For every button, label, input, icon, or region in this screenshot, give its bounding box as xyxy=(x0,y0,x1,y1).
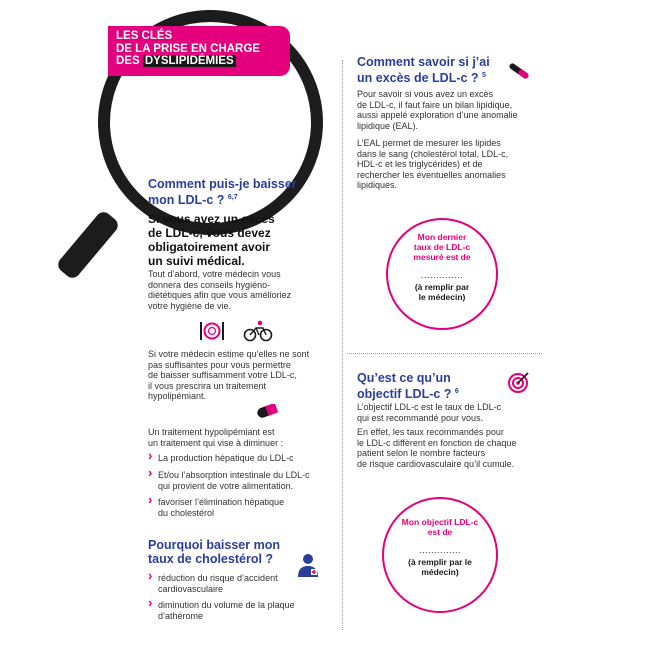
question-how-know-line2 xyxy=(357,69,507,85)
plate-cutlery-icon xyxy=(198,320,226,342)
circle-fill-line: (à remplir par xyxy=(414,282,470,292)
paragraph-lipid-test xyxy=(357,89,537,131)
circle-title-line: Mon objectif LDL-c xyxy=(401,517,479,527)
paragraph-line: L’EAL permet de mesurer les lipides xyxy=(357,138,501,148)
paragraph-recommended xyxy=(357,427,547,469)
header-banner xyxy=(108,26,290,76)
list-item-line: › réduction du risque d’accident xyxy=(158,573,278,583)
question-lower-ldl-line2 xyxy=(148,191,328,207)
paragraph-line: diététiques afin que vous amélioriez xyxy=(148,290,292,300)
circle-title-line: Mon dernier xyxy=(417,232,467,242)
paragraph-treatment xyxy=(148,349,333,402)
paragraph-line: il vous prescrira un traitement xyxy=(148,380,267,391)
question-how-know-line1: Comment savoir si j’ai xyxy=(357,55,490,69)
test-tube-icon xyxy=(506,60,532,82)
emphasis-line: obligatoirement avoir xyxy=(148,240,271,254)
paragraph-line: de LDL-c, il faut faire un bilan lipidique, xyxy=(357,99,513,110)
paragraph-line: Si votre médecin estime qu’elles ne sont xyxy=(148,349,310,359)
paragraph-line: pas suffisantes pour vous permettre xyxy=(148,359,291,370)
list-item xyxy=(148,453,333,464)
question-ldl-objective xyxy=(357,371,507,401)
circle-fill-line: le médecin) xyxy=(418,292,466,302)
paragraph-line: Tout d’abord, votre médecin vous xyxy=(148,269,281,279)
list-item-line: › La production hépatique du LDL-c xyxy=(158,453,294,463)
paragraph-objective xyxy=(357,402,542,423)
header-line-3 xyxy=(116,55,282,68)
pill-icon xyxy=(256,404,278,418)
list-item xyxy=(148,470,333,491)
paragraph-line: hypolipémiant. xyxy=(148,391,207,401)
paragraph-line: lipidique (EAL). xyxy=(357,120,419,131)
paragraph-line: dans le sang (cholestérol total, LDL-c, xyxy=(357,148,509,159)
circle-fill-line: (à remplir par le xyxy=(408,557,472,567)
paragraph-line: donnera des conseils hygiéno- xyxy=(148,279,271,290)
circle-title-line: taux de LDL-c xyxy=(413,242,471,252)
list-item-line: qui provient de votre alimentation. xyxy=(158,480,294,491)
column-divider xyxy=(342,60,344,630)
paragraph-line: votre hygiène de vie. xyxy=(148,300,232,311)
emphasis-text xyxy=(148,212,328,268)
paragraph-line: de risque cardiovasculaire qu’il cumule. xyxy=(357,458,515,469)
list-item-line: du cholestérol xyxy=(158,507,215,518)
paragraph-line: aussi appelé exploration d’une anomalie xyxy=(357,110,518,120)
magnifier-handle-icon xyxy=(55,209,121,281)
paragraph-eal xyxy=(357,138,537,191)
paragraph-line: un traitement qui vise à diminuer : xyxy=(148,437,284,448)
list-item-line: d’athérome xyxy=(158,610,204,621)
section-divider xyxy=(347,353,542,355)
circle-fill-line: médecin) xyxy=(421,567,459,577)
ldl-objective-circle xyxy=(382,497,498,613)
paragraph-line: lipidiques. xyxy=(357,180,398,190)
header-highlight: DYSLIPIDÉMIES xyxy=(144,55,234,67)
question-ldl-objective-text: objectif LDL-c ? xyxy=(357,387,455,402)
last-ldl-circle xyxy=(386,218,498,330)
paragraph-line: qui est recommandé pour vous. xyxy=(357,412,484,423)
list-item xyxy=(148,497,333,518)
question-why-lower-line1: Pourquoi baisser mon xyxy=(148,538,280,552)
paragraph-line: le LDL-c diffèrent en fonction de chaque xyxy=(357,437,517,448)
reference-sup: 6 xyxy=(454,388,459,395)
question-ldl-objective-line2 xyxy=(357,385,507,401)
fill-in-blank: .............. xyxy=(418,545,461,555)
bicycle-icon xyxy=(243,320,273,342)
question-why-lower xyxy=(148,538,308,566)
list-item-line: › favoriser l’élimination hépatique xyxy=(158,497,285,507)
question-lower-ldl xyxy=(148,177,328,207)
paragraph-line: patient selon le nombre facteurs xyxy=(357,448,486,458)
emphasis-line: de LDL-c, vous devez xyxy=(148,226,271,240)
list-item-line: › diminution du volume de la plaque xyxy=(158,600,295,610)
paragraph-line: En effet, les taux recommandés pour xyxy=(357,427,504,437)
paragraph-hypolipidemic xyxy=(148,427,333,448)
reference-sup: 6,7 xyxy=(227,194,238,201)
circle-title-line: mesuré est de xyxy=(413,252,471,262)
paragraph-line: Un traitement hypolipémiant est xyxy=(148,427,275,437)
list-item xyxy=(148,573,328,594)
header-line-3-prefix: DES xyxy=(116,55,143,67)
question-why-lower-line2: taux de cholestérol ? xyxy=(148,552,274,566)
question-how-know-text: un excès de LDL-c ? xyxy=(357,71,483,86)
question-ldl-objective-line1: Qu’est ce qu’un xyxy=(357,371,451,385)
target-icon xyxy=(507,370,531,394)
header-line-2: DE LA PRISE EN CHARGE xyxy=(116,42,260,55)
question-how-know xyxy=(357,55,507,85)
list-item-line: cardiovasculaire xyxy=(158,583,224,594)
emphasis-line: Si vous avez un excès xyxy=(148,212,275,226)
question-lower-ldl-text: mon LDL-c ? xyxy=(148,193,228,208)
list-item xyxy=(148,600,328,621)
header-line-1: LES CLÉS xyxy=(116,30,173,42)
paragraph-line: Pour savoir si vous avez un excès xyxy=(357,89,494,99)
circle-title-line: est de xyxy=(427,527,453,537)
paragraph-line: de baisser suffisamment votre LDL-c, xyxy=(148,370,297,380)
fill-in-blank: .............. xyxy=(420,270,463,280)
question-lower-ldl-line1: Comment puis-je baisser xyxy=(148,177,297,191)
reference-sup: 5 xyxy=(482,72,486,79)
paragraph-line: rechercher les éventuelles anomalies xyxy=(357,169,506,180)
emphasis-line: un suivi médical. xyxy=(148,254,245,268)
list-item-line: › Et/ou l’absorption intestinale du LDL-c xyxy=(158,470,310,480)
paragraph-advice xyxy=(148,269,328,311)
paragraph-line: L’objectif LDL-c est le taux de LDL-c xyxy=(357,402,502,412)
paragraph-line: HDL-c et les triglycérides) et de xyxy=(357,159,483,169)
